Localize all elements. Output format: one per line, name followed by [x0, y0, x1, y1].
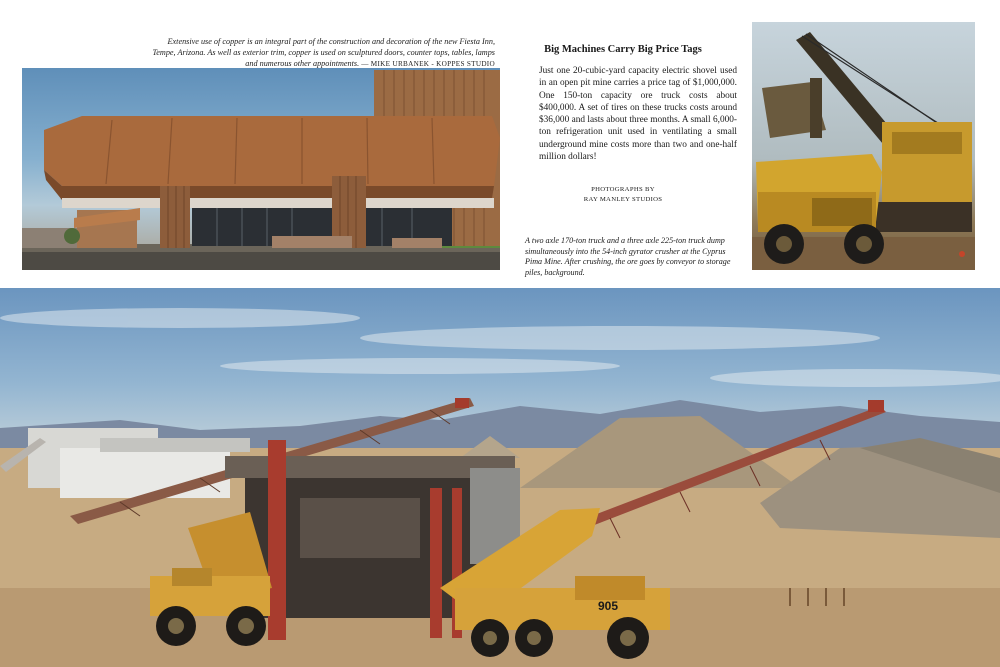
article-body: Just one 20-cubic-yard capacity electric shovel used in an open pit mine carries a price tag of $1,000,000. One 150-ton capacity ore truck costs about $400,000. A set of tires on these trucks costs around $36,000 and lasts about three months. A small 6,000-ton refrigeration unit used in ventilating a small underground mine costs more than two and one-half million dollars!	[539, 66, 737, 163]
photographs-credit	[538, 185, 708, 204]
hotel-caption-text: Extensive use of copper is an integral part of the construction and decoration of the new Fiesta Inn, Tempe, Arizona. As well as exterior trim, copper is used on sculptured doors, counter tops, tables, lamps and numerous other appointments.	[152, 37, 495, 68]
mine-photo-caption: A two axle 170-ton truck and a three axle 225-ton truck dump simultaneously into the 54-inch gyrator crusher at the Cyprus Pima Mine. After crushing, the ore goes by conveyor to storage piles, background.	[525, 236, 731, 277]
hotel-photo-credit: — MIKE URBANEK - KOPPES STUDIO	[361, 60, 495, 68]
cyprus-pima-mine-photo	[0, 288, 1000, 667]
photo-credit-line-2: RAY MANLEY STUDIOS	[583, 195, 663, 203]
truck-number-label: 905	[598, 599, 619, 613]
article-headline: Big Machines Carry Big Price Tags	[544, 44, 702, 55]
photo-credit-line-1: PHOTOGRAPHS BY	[591, 186, 655, 193]
fiesta-inn-photo	[22, 68, 500, 270]
hotel-photo-caption	[150, 36, 495, 70]
electric-shovel-photo	[752, 22, 975, 270]
